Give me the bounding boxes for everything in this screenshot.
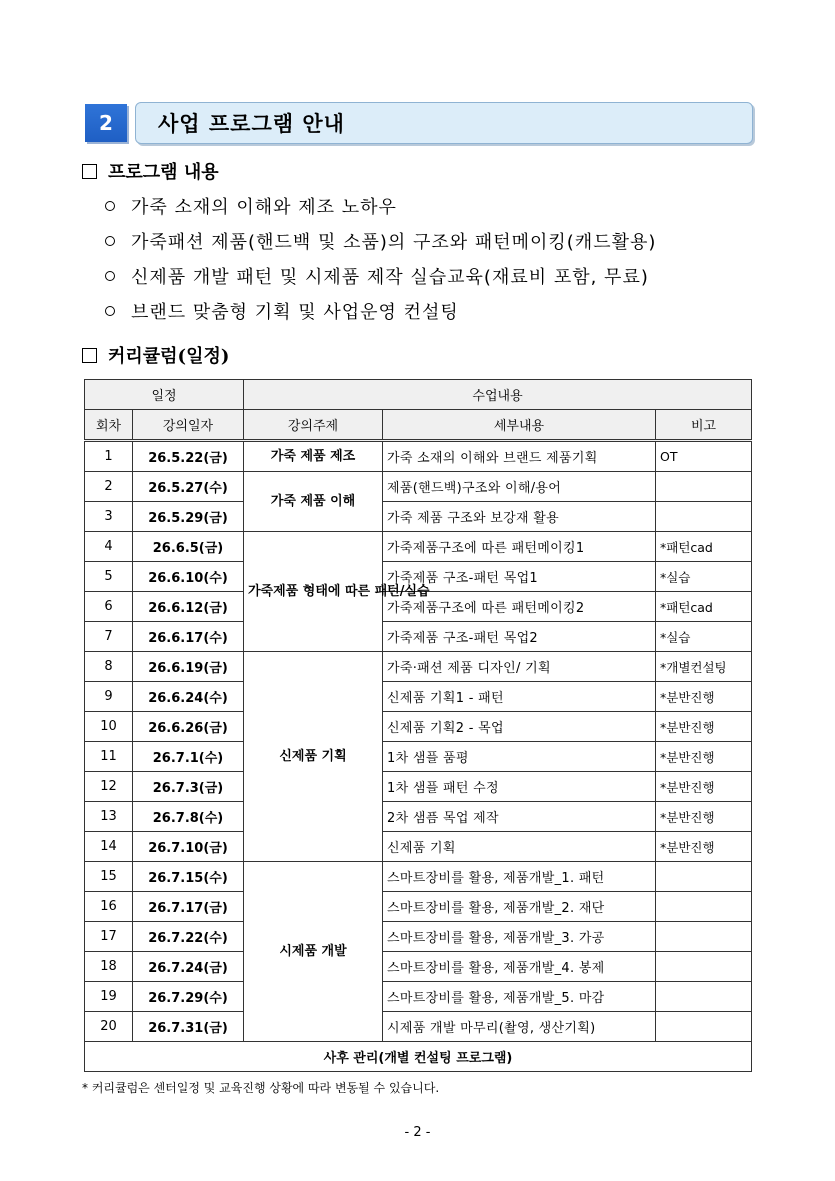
lecture-note: *개별컨설팅 <box>656 652 752 682</box>
lecture-detail: 가죽 제품 구조와 보강재 활용 <box>383 502 656 532</box>
lecture-date: 26.7.3(금) <box>133 772 244 802</box>
session-number: 8 <box>85 652 133 682</box>
session-number: 6 <box>85 592 133 622</box>
lecture-topic: 시제품 개발 <box>244 862 383 1042</box>
aftercare-row: 사후 관리(개별 컨설팅 프로그램) <box>85 1042 752 1072</box>
header-schedule: 일정 <box>85 380 244 410</box>
session-number: 18 <box>85 952 133 982</box>
circle-bullet-icon <box>105 236 115 246</box>
header-date: 강의일자 <box>133 410 244 441</box>
circle-bullet-icon <box>105 201 115 211</box>
lecture-detail: 가죽 소재의 이해와 브랜드 제품기획 <box>383 441 656 472</box>
table-row <box>85 622 752 652</box>
curriculum-heading <box>82 342 229 368</box>
lecture-topic: 신제품 기획 <box>244 652 383 862</box>
header-note: 비고 <box>656 410 752 441</box>
program-item: 신제품 개발 패턴 및 시제품 제작 실습교육(재료비 포함, 무료) <box>105 258 656 293</box>
curriculum-heading-text: 커리큘럼(일정) <box>108 346 230 367</box>
section-title: 사업 프로그램 안내 <box>158 112 345 136</box>
lecture-note: OT <box>656 441 752 472</box>
table-row <box>85 802 752 832</box>
lecture-topic: 가죽 제품 제조 <box>244 441 383 472</box>
lecture-detail: 신제품 기획1 - 패턴 <box>383 682 656 712</box>
session-number: 2 <box>85 472 133 502</box>
lecture-note: *실습 <box>656 562 752 592</box>
section-title-box <box>135 102 753 144</box>
lecture-date: 26.7.15(수) <box>133 862 244 892</box>
circle-bullet-icon <box>105 306 115 316</box>
lecture-note <box>656 862 752 892</box>
lecture-date: 26.5.29(금) <box>133 502 244 532</box>
session-number: 11 <box>85 742 133 772</box>
table-row <box>85 892 752 922</box>
lecture-date: 26.6.19(금) <box>133 652 244 682</box>
lecture-date: 26.5.22(금) <box>133 441 244 472</box>
table-row <box>85 922 752 952</box>
header-topic: 강의주제 <box>244 410 383 441</box>
lecture-note: *패턴cad <box>656 532 752 562</box>
lecture-note <box>656 892 752 922</box>
lecture-note: *분반진행 <box>656 802 752 832</box>
session-number: 12 <box>85 772 133 802</box>
lecture-detail: 스마트장비를 활용, 제품개발_2. 재단 <box>383 892 656 922</box>
lecture-date: 26.7.1(수) <box>133 742 244 772</box>
lecture-date: 26.6.10(수) <box>133 562 244 592</box>
session-number: 16 <box>85 892 133 922</box>
session-number: 15 <box>85 862 133 892</box>
lecture-date: 26.6.17(수) <box>133 622 244 652</box>
lecture-note <box>656 952 752 982</box>
table-row <box>85 441 752 472</box>
lecture-topic: 가죽제품 형태에 따른 패턴/실습 <box>244 532 383 652</box>
lecture-note: *패턴cad <box>656 592 752 622</box>
lecture-note: *실습 <box>656 622 752 652</box>
session-number: 19 <box>85 982 133 1012</box>
checkbox-square-icon <box>82 348 97 363</box>
session-number: 3 <box>85 502 133 532</box>
session-number: 14 <box>85 832 133 862</box>
lecture-date: 26.7.10(금) <box>133 832 244 862</box>
lecture-note <box>656 502 752 532</box>
program-item: 브랜드 맞춤형 기획 및 사업운영 컨설팅 <box>105 293 656 328</box>
lecture-note <box>656 982 752 1012</box>
lecture-date: 26.6.5(금) <box>133 532 244 562</box>
lecture-date: 26.6.24(수) <box>133 682 244 712</box>
program-item: 가죽 소재의 이해와 제조 노하우 <box>105 188 656 223</box>
table-row <box>85 982 752 1012</box>
lecture-detail: 신제품 기획2 - 목업 <box>383 712 656 742</box>
lecture-detail: 가죽제품 구조-패턴 목업1 <box>383 562 656 592</box>
session-number: 10 <box>85 712 133 742</box>
session-number: 7 <box>85 622 133 652</box>
lecture-note: *분반진행 <box>656 772 752 802</box>
program-list <box>105 188 656 328</box>
lecture-note: *분반진행 <box>656 742 752 772</box>
lecture-detail: 2차 샘픔 목업 제작 <box>383 802 656 832</box>
lecture-detail: 스마트장비를 활용, 제품개발_1. 패턴 <box>383 862 656 892</box>
session-number: 17 <box>85 922 133 952</box>
table-row <box>85 652 752 682</box>
section-number-badge: 2 <box>85 104 127 142</box>
table-row <box>85 952 752 982</box>
lecture-date: 26.7.8(수) <box>133 802 244 832</box>
header-detail: 세부내용 <box>383 410 656 441</box>
session-number: 13 <box>85 802 133 832</box>
lecture-detail: 제품(핸드백)구조와 이해/용어 <box>383 472 656 502</box>
header-session: 회차 <box>85 410 133 441</box>
lecture-detail: 가죽·패션 제품 디자인/ 기획 <box>383 652 656 682</box>
table-row <box>85 712 752 742</box>
lecture-note: *분반진행 <box>656 712 752 742</box>
session-number: 4 <box>85 532 133 562</box>
lecture-date: 26.7.22(수) <box>133 922 244 952</box>
lecture-date: 26.7.24(금) <box>133 952 244 982</box>
table-row <box>85 682 752 712</box>
curriculum-table <box>84 379 752 1072</box>
session-number: 5 <box>85 562 133 592</box>
lecture-date: 26.5.27(수) <box>133 472 244 502</box>
lecture-detail: 스마트장비를 활용, 제품개발_5. 마감 <box>383 982 656 1012</box>
table-row <box>85 532 752 562</box>
program-heading <box>82 158 219 184</box>
table-row <box>85 1012 752 1042</box>
table-row <box>85 832 752 862</box>
session-number: 20 <box>85 1012 133 1042</box>
lecture-date: 26.6.12(금) <box>133 592 244 622</box>
table-row <box>85 472 752 502</box>
lecture-detail: 1차 샘플 패턴 수정 <box>383 772 656 802</box>
table-row <box>85 502 752 532</box>
checkbox-square-icon <box>82 164 97 179</box>
lecture-detail: 가죽제품 구조-패턴 목업2 <box>383 622 656 652</box>
lecture-topic: 가죽 제품 이해 <box>244 472 383 532</box>
table-row <box>85 772 752 802</box>
lecture-date: 26.7.31(금) <box>133 1012 244 1042</box>
lecture-detail: 가죽제품구조에 따른 패턴메이킹1 <box>383 532 656 562</box>
lecture-date: 26.7.29(수) <box>133 982 244 1012</box>
lecture-note <box>656 1012 752 1042</box>
header-content: 수업내용 <box>244 380 752 410</box>
lecture-date: 26.6.26(금) <box>133 712 244 742</box>
page-number: - 2 - <box>404 1125 431 1140</box>
program-heading-text: 프로그램 내용 <box>108 162 219 183</box>
circle-bullet-icon <box>105 271 115 281</box>
lecture-date: 26.7.17(금) <box>133 892 244 922</box>
lecture-note <box>656 922 752 952</box>
session-number: 9 <box>85 682 133 712</box>
section-header <box>85 102 753 144</box>
lecture-note: *분반진행 <box>656 682 752 712</box>
lecture-note: *분반진행 <box>656 832 752 862</box>
curriculum-body <box>85 441 752 1042</box>
lecture-detail: 가죽제품구조에 따른 패턴메이킹2 <box>383 592 656 622</box>
program-item: 가죽패션 제품(핸드백 및 소품)의 구조와 패턴메이킹(캐드활용) <box>105 223 656 258</box>
lecture-detail: 스마트장비를 활용, 제품개발_4. 봉제 <box>383 952 656 982</box>
session-number: 1 <box>85 441 133 472</box>
lecture-detail: 스마트장비를 활용, 제품개발_3. 가공 <box>383 922 656 952</box>
lecture-detail: 1차 샘플 품평 <box>383 742 656 772</box>
lecture-note <box>656 472 752 502</box>
lecture-detail: 시제품 개발 마무리(촬영, 생산기획) <box>383 1012 656 1042</box>
lecture-detail: 신제품 기획 <box>383 832 656 862</box>
table-row <box>85 742 752 772</box>
footnote: * 커리큘럼은 센터일정 및 교육진행 상황에 따라 변동될 수 있습니다. <box>82 1081 440 1095</box>
table-row <box>85 862 752 892</box>
